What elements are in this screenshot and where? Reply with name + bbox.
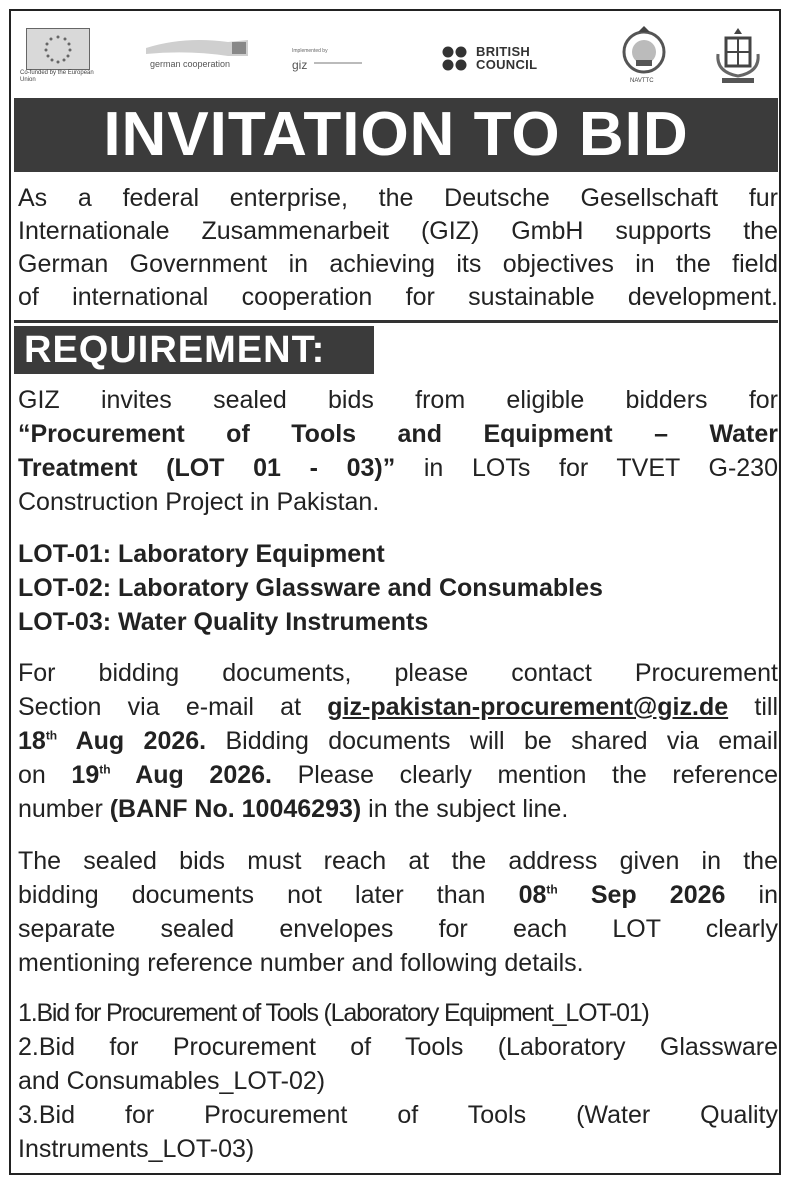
pakistan-emblem-icon — [712, 24, 764, 88]
implemented-by-text: Implemented by — [292, 48, 328, 54]
eu-flag-logo — [26, 28, 90, 70]
bids-line: mentioning reference number and following details. — [18, 949, 584, 977]
requirement-line: Construction Project in Pakistan. — [18, 488, 380, 516]
bids-line: separate sealed envelopes for each LOT clearly — [18, 915, 778, 943]
bid-details-list — [18, 996, 778, 1166]
british-council-text: BRITISH COUNCIL — [476, 44, 538, 72]
intro-line: Internationale Zusammenarbeit (GIZ) GmbH supports the — [18, 217, 778, 245]
eu-cofunded-text: Co-funded by the European Union — [20, 70, 94, 83]
bids-paragraph — [18, 844, 778, 980]
bid-detail-item: and Consumables_LOT-02) — [18, 1067, 326, 1095]
banf-reference: (BANF No. 10046293) — [109, 795, 362, 823]
lot-item: LOT-01: Laboratory Equipment — [18, 540, 385, 568]
intro-line: of international cooperation for sustainable development. — [18, 283, 778, 311]
contact-paragraph — [18, 656, 778, 826]
deadline-date: 18th Aug 2026. — [18, 727, 207, 755]
procurement-title: “Procurement of Tools and Equipment – Water — [18, 420, 778, 448]
bid-detail-item: 1.Bid for Procurement of Tools (Laboratory Equipment_LOT-01) — [18, 999, 649, 1027]
intro-line: As a federal enterprise, the Deutsche Gesellschaft fur — [18, 184, 778, 212]
bid-deadline-date: 08th Sep 2026 — [518, 881, 726, 909]
bids-line: bidding documents not later than 08th Sep 2026 in — [18, 881, 778, 909]
procurement-email-link[interactable]: giz-pakistan-procurement@giz.de — [327, 693, 729, 721]
title-band — [14, 98, 778, 172]
requirement-band — [14, 326, 374, 374]
intro-paragraph — [18, 182, 778, 314]
share-date: 19th Aug 2026. — [71, 761, 272, 789]
bid-detail-item: 2.Bid for Procurement of Tools (Laboratory Glassware — [18, 1033, 778, 1061]
lot-item: LOT-03: Water Quality Instruments — [18, 608, 429, 636]
german-cooperation-text: german cooperation — [150, 59, 231, 69]
contact-line: on 19th Aug 2026. Please clearly mention the reference — [18, 761, 778, 789]
lots-list — [18, 537, 778, 639]
bid-detail-item: Instruments_LOT-03) — [18, 1135, 255, 1163]
intro-line: German Government in achieving its objectives in the field — [18, 250, 778, 278]
giz-logo-line — [314, 62, 362, 64]
requirement-line: GIZ invites sealed bids from eligible bidders for — [18, 386, 778, 414]
lot-item: LOT-02: Laboratory Glassware and Consumables — [18, 574, 603, 602]
contact-line: For bidding documents, please contact Procurement — [18, 659, 778, 687]
giz-logo: giz — [292, 58, 308, 72]
bid-detail-item: 3.Bid for Procurement of Tools (Water Quality — [18, 1101, 778, 1129]
contact-line: Section via e-mail at giz-pakistan-procurement@giz.de till — [18, 693, 778, 721]
page-title: INVITATION TO BID — [103, 100, 689, 169]
navttc-label: NAVTTC — [630, 78, 654, 84]
bids-line: The sealed bids must reach at the address given in the — [18, 847, 778, 875]
contact-line: number (BANF No. 10046293) in the subject line. — [18, 795, 569, 823]
contact-line: 18th Aug 2026. Bidding documents will be shared via email — [18, 727, 778, 755]
logo-row — [14, 14, 778, 96]
british-council-logo — [442, 46, 468, 72]
requirement-paragraph — [18, 383, 778, 519]
section-divider — [14, 320, 778, 323]
requirement-line: Treatment (LOT 01 - 03)” in LOTs for TVET G-230 — [18, 454, 778, 482]
requirement-heading: REQUIREMENT: — [24, 329, 326, 371]
